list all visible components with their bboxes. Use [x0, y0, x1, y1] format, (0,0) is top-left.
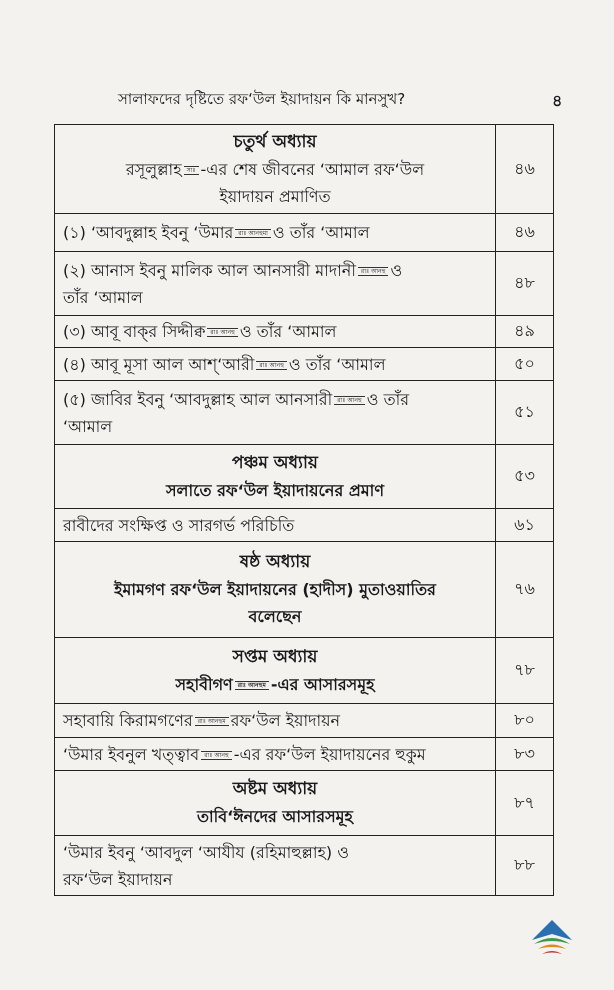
toc-row	[55, 315, 553, 347]
toc-row-chapter-7	[55, 637, 553, 703]
toc-entry	[55, 542, 495, 637]
chapter-heading: চতুর্থ অধ্যায়	[233, 131, 317, 152]
page-ref: ৫০	[495, 348, 553, 380]
entry-text: ও তাঁর	[366, 389, 410, 409]
toc-entry	[55, 381, 495, 444]
entry-line	[126, 156, 424, 183]
toc-entry	[55, 125, 495, 213]
chapter-heading: পঞ্চম অধ্যায়	[232, 452, 318, 473]
page-ref: ৭৮	[495, 638, 553, 703]
toc-row	[55, 703, 553, 737]
honorific-ra-icon: রাঃ আনহুম	[195, 717, 229, 726]
entry-text: ও	[390, 260, 403, 280]
publisher-logo-icon	[528, 918, 576, 960]
page-ref: ৮৩	[495, 738, 553, 770]
honorific-ra-icon: রাঃ আনহু	[358, 267, 389, 276]
toc-entry	[55, 252, 495, 315]
page-ref: ৫১	[495, 381, 553, 444]
page-ref: ৪৬	[495, 125, 553, 213]
entry-text: (৩) আবূ বাক্‌র সিদ্দীক্ব	[63, 322, 206, 341]
chapter-heading: সপ্তম অধ্যায়	[232, 646, 318, 667]
page-number: ৪	[552, 91, 563, 110]
toc-entry	[55, 214, 495, 251]
page-ref: ৬১	[495, 509, 553, 541]
chapter-heading: ষষ্ঠ অধ্যায়	[239, 552, 311, 572]
chapter-subtitle: সলাতে রফ‘উল ইয়াদায়নের প্রমাণ	[165, 480, 384, 500]
entry-text: সহাবায়ি কিরামগণের	[63, 711, 193, 730]
toc-entry	[55, 704, 495, 737]
page-ref: ৮৭	[495, 771, 553, 835]
toc-entry	[55, 445, 495, 508]
entry-text: ও তাঁর ‘আমাল	[288, 354, 386, 374]
toc-row	[55, 251, 553, 315]
honorific-ra-icon: রাঃ আনহু	[201, 751, 232, 760]
chapter-subtitle	[175, 671, 374, 698]
page-ref: ৫৩	[495, 445, 553, 508]
honorific-ra-icon: রাঃ আনহু	[334, 396, 365, 405]
entry-text: (৫) জাবির ইবনু ‘আবদুল্লাহ আল আনসারী	[63, 389, 333, 409]
entry-text: সহাবীগণ	[175, 674, 233, 694]
entry-text: (১) ‘আবদুল্লাহ ইবনু ‘উমার	[63, 223, 234, 242]
page-ref: ৪৯	[495, 316, 553, 347]
entry-line: তাঁর ‘আমাল	[63, 287, 143, 307]
toc-row	[55, 508, 553, 541]
honorific-ra-icon: রাঃ আনহু	[256, 361, 287, 370]
entry-line: রফ‘উল ইয়াদায়ন	[63, 869, 173, 889]
entry-text: রাবীদের সংক্ষিপ্ত ও সারগর্ভ পরিচিতি	[63, 515, 295, 535]
toc-row-chapter-8	[55, 770, 553, 835]
honorific-saw-icon: সাঃ	[184, 166, 199, 175]
honorific-ra-icon: রাঃ আনহু	[207, 328, 238, 337]
chapter-subtitle: ইমামগণ রফ‘উল ইয়াদায়নের (হাদীস) মুতাওয়াতির	[114, 580, 436, 599]
toc-entry	[55, 316, 495, 347]
page-ref: ৮০	[495, 704, 553, 737]
entry-line: ‘আমাল	[63, 416, 113, 436]
toc-entry	[55, 348, 495, 380]
honorific-ra-icon: রাঃ আনহুমা	[235, 229, 271, 238]
entry-text: (৪) আবূ মূসা আল আশ্‌‘আরী	[63, 354, 255, 374]
toc-row	[55, 737, 553, 770]
toc-entry	[55, 771, 495, 835]
table-of-contents	[54, 124, 554, 896]
toc-row-chapter-6	[55, 541, 553, 637]
entry-text: (২) আনাস ইবনু মালিক আল আনসারী মাদানী	[63, 260, 356, 280]
toc-row	[55, 835, 553, 895]
entry-text: -এর আসারসমূহ	[270, 674, 375, 694]
toc-row	[55, 213, 553, 251]
toc-entry	[55, 509, 495, 541]
chapter-heading: অষ্টম অধ্যায়	[232, 779, 318, 799]
entry-text: -এর শেষ জীবনের ‘আমাল রফ‘উল	[200, 159, 425, 179]
chapter-subtitle: তাবি‘ঈনদের আসারসমূহ	[197, 807, 353, 826]
entry-text: ‘উমার ইবনুল খত্ত্বাব	[63, 744, 200, 764]
chapter-subtitle: বলেছেন	[248, 607, 302, 626]
entry-text: রফ‘উল ইয়াদায়ন	[230, 711, 341, 730]
toc-row-chapter-5	[55, 444, 553, 508]
toc-row-chapter-4	[55, 125, 553, 213]
entry-text: রসূলুল্লাহ	[125, 159, 182, 179]
book-title: সালাফদের দৃষ্টিতে রফ‘উল ইয়াদায়ন কি মানসুখ?	[118, 90, 406, 108]
running-header	[0, 88, 614, 112]
entry-text: ‘উমার ইবনু ‘আবদুল ‘আযীয (রহিমাহুল্লাহ) ও	[63, 842, 350, 862]
toc-row	[55, 380, 553, 444]
page-ref: ৪৮	[495, 252, 553, 315]
honorific-ra-icon: রাঃ আনহুম	[235, 681, 269, 690]
entry-text: ও তাঁর ‘আমাল	[239, 322, 337, 341]
page-ref: ৮৮	[495, 836, 553, 895]
entry-text: ও তাঁর ‘আমাল	[272, 223, 370, 242]
page-ref: ৪৬	[495, 214, 553, 251]
toc-row	[55, 347, 553, 380]
entry-line: ইয়াদায়ন প্রমাণিত	[219, 186, 331, 206]
toc-entry	[55, 738, 495, 770]
page-ref: ৭৬	[495, 542, 553, 637]
toc-entry	[55, 638, 495, 703]
toc-entry	[55, 836, 495, 895]
entry-text: -এর রফ‘উল ইয়াদায়নের হুকুম	[233, 744, 426, 764]
